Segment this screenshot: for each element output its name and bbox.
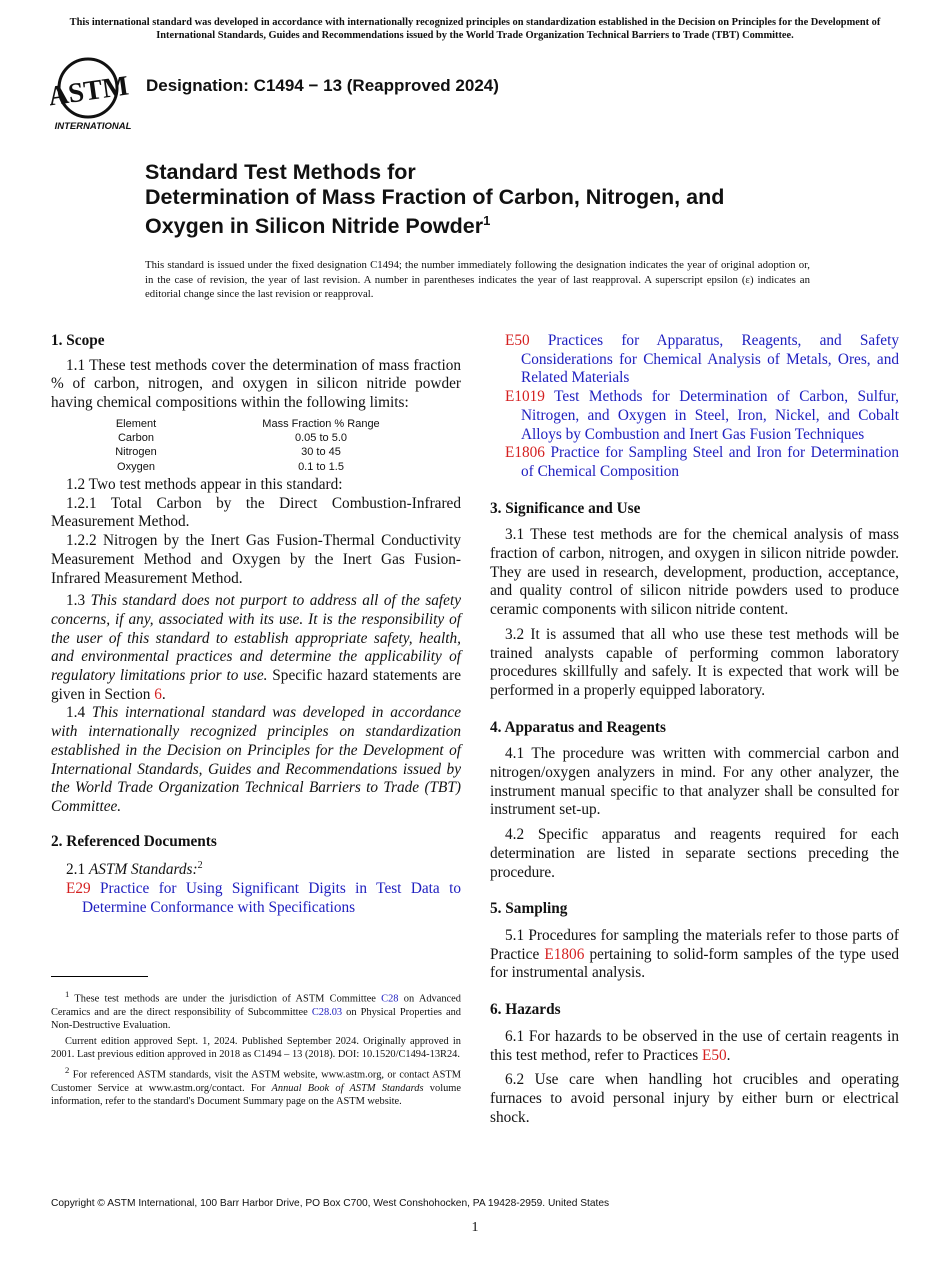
footnote-2-mark-bottom: 2 xyxy=(65,1064,70,1075)
e1806-link[interactable]: E1806 xyxy=(544,945,585,963)
para-1-3 xyxy=(51,592,461,704)
astm-standards-label: ASTM Standards: xyxy=(88,861,198,879)
designation: Designation: C1494 − 13 (Reapproved 2024) xyxy=(146,76,499,95)
table-cell: 0.05 to 5.0 xyxy=(295,432,347,445)
ref-e1806 xyxy=(490,444,899,481)
para-1-2-1: 1.2.1 Total Carbon by the Direct Combustion-Infrared Measurement Method. xyxy=(51,494,461,531)
para-5-1 xyxy=(490,927,899,983)
para-1-4-italic: This international standard was developed in accordance with internationally recognized principles on standardization established in the Decision on Principles for the Development of International Standards, Guides and Recommendations issued by the World Trade Organization Technical Barriers to Trade (TBT) Committee. xyxy=(51,704,461,815)
table-cell: Oxygen xyxy=(117,460,155,473)
para-6-1 xyxy=(490,1028,899,1065)
table-header-row xyxy=(81,417,451,431)
title-line-3-text: Oxygen in Silicon Nitride Powder xyxy=(145,214,484,239)
ref-title-link[interactable]: Practice for Sampling Steel and Iron for Determination of Chemical Composition xyxy=(521,444,899,480)
para-6-2: 6.2 Use care when handling hot crucibles and operating furnaces to avoid personal injury by either burn or electrical shock. xyxy=(490,1071,899,1126)
footnotes xyxy=(51,988,461,1111)
right-column xyxy=(490,332,899,1127)
composition-table xyxy=(81,417,451,474)
annual-book-title: Annual Book of ASTM Standards xyxy=(271,1082,424,1094)
section-3-heading: 3. Significance and Use xyxy=(490,499,641,517)
table-cell: Nitrogen xyxy=(115,446,157,459)
designation-intro: This standard is issued under the fixed designation C1494; the number immediately following the designation indicates the year of original adoption or, in the case of revision, the year of last revision. A number in parentheses indicates the year of last reapproval. A superscript epsilon (ε) indicates an editorial change since the last revision or reapproval. xyxy=(145,259,810,300)
ref-code-link[interactable]: E29 xyxy=(66,880,91,898)
section-5-heading: 5. Sampling xyxy=(490,900,568,918)
copyright: Copyright © ASTM International, 100 Barr Harbor Drive, PO Box C700, West Conshohocken, PA 19428-2959. United States xyxy=(51,1198,610,1209)
table-cell: Carbon xyxy=(117,432,155,445)
ref-code-link[interactable]: E50 xyxy=(505,332,530,349)
para-3-1: 3.1 These test methods are for the chemical analysis of mass fraction of carbon, nitrogen, and oxygen in silicon nitride powder. They are used in research, development, production, acceptance, and quality control of silicon nitride powders used to produce ceramic components with silicon nitride content. xyxy=(490,526,899,619)
footnote-1-text-a: These test methods are under the jurisdiction of ASTM Committee xyxy=(74,993,376,1005)
para-5-1-post: pertaining to solid-form samples of the type used for instrumental analysis. xyxy=(490,945,900,982)
title-line-3 xyxy=(145,209,865,239)
section-6-link[interactable]: 6 xyxy=(154,685,162,703)
logo-mark: ASTM xyxy=(50,70,131,113)
para-1-4-num: 1.4 xyxy=(66,704,86,722)
para-2-1-num: 2.1 xyxy=(66,861,86,879)
edition-note: Current edition approved Sept. 1, 2024. Published September 2024. Originally approved in 2001. Last previous edition approved in 2018 as C1494 – 13 (2018). DOI: 10.1520/C1494-13R24. xyxy=(51,1035,461,1061)
standards-notice: This international standard was developed in accordance with internationally recognized principles on standardization established in the Decision on Principles for the Development of International Standards, Guides and Recommendations issued by the World Trade Organization Technical Barriers to Trade (TBT) Committee. xyxy=(69,17,881,41)
footnote-2-text-a: For referenced ASTM standards, visit the ASTM website, www.astm.org, or contact ASTM Customer Service at www.astm.org/contact. For xyxy=(51,1069,461,1094)
title-line-2: Determination of Mass Fraction of Carbon, Nitrogen, and xyxy=(145,184,725,209)
title-footnote-mark[interactable]: 1 xyxy=(483,213,491,228)
footnote-2 xyxy=(51,1064,461,1109)
astm-logo xyxy=(50,54,138,134)
para-1-3-italic: This standard does not purport to address all of the safety concerns, if any, associated with its use. It is the responsibility of the user of this standard to establish appropriate safety, health, and environmental practices and determine the applicability of regulatory limitations prior to use. xyxy=(51,592,462,685)
para-3-2: 3.2 It is assumed that all who use these test methods will be trained analysts capable of performing common laboratory procedures skillfully and safely. It is expected that work will be performed in a properly equipped laboratory. xyxy=(490,625,899,699)
table-header-element: Element xyxy=(115,417,157,430)
table-row xyxy=(81,431,451,445)
footnote-2-mark[interactable]: 2 xyxy=(197,860,203,872)
para-6-1-pre: 6.1 For hazards to be observed in the use of certain reagents in this test method, refer to Practices xyxy=(490,1027,899,1064)
ref-e50 xyxy=(490,332,899,388)
ref-title-link[interactable]: Test Methods for Determination of Carbon, Sulfur, Nitrogen, and Oxygen in Steel, Iron, Nickel, and Cobalt Alloys by Combustion and Inert Gas Fusion Techniques xyxy=(521,388,899,443)
footnote-1-text-b: on Advanced Ceramics and are the direct responsibility of Subcommittee xyxy=(51,993,461,1018)
para-1-4 xyxy=(51,704,461,816)
footnote-1-text-c: on Physical Properties and Non-Destructive Evaluation. xyxy=(51,1006,462,1032)
section-4-heading: 4. Apparatus and Reagents xyxy=(490,718,666,736)
table-cell: 30 to 45 xyxy=(301,446,341,459)
page-number: 1 xyxy=(471,1220,479,1235)
title-line-1: Standard Test Methods for xyxy=(145,160,416,184)
ref-code-link[interactable]: E1806 xyxy=(505,444,545,462)
section-1-heading: 1. Scope xyxy=(51,332,105,349)
para-2-1 xyxy=(51,857,461,880)
section-2-heading: 2. Referenced Documents xyxy=(51,832,217,850)
page-title xyxy=(145,160,865,239)
para-1-3-tail: Specific hazard statements are given in Section xyxy=(51,667,461,703)
ref-e29 xyxy=(51,880,461,917)
ref-title-link[interactable]: Practice for Using Significant Digits in Test Data to Determine Conformance with Specifications xyxy=(82,880,461,916)
para-4-1: 4.1 The procedure was written with commercial carbon and nitrogen/oxygen analyzers in mind. For any other analyzer, the instrument manual specific to that analyzer shall be consulted for instrument set-up. xyxy=(490,745,899,819)
para-6-1-end: . xyxy=(726,1046,731,1064)
section-6-heading: 6. Hazards xyxy=(490,1001,561,1019)
logo-text: INTERNATIONAL xyxy=(54,121,132,132)
para-5-1-pre: 5.1 Procedures for sampling the materials refer to those parts of Practice xyxy=(490,926,899,963)
para-4-2: 4.2 Specific apparatus and reagents required for each determination are listed in separate sections preceding the procedure. xyxy=(490,826,899,881)
committee-c28-link[interactable]: C28 xyxy=(381,993,399,1005)
table-row xyxy=(81,445,451,459)
table-row xyxy=(81,460,451,474)
para-1-2: 1.2 Two test methods appear in this standard: xyxy=(66,476,343,493)
e50-link[interactable]: E50 xyxy=(701,1046,727,1064)
footnote-divider xyxy=(51,976,148,977)
ref-code-link[interactable]: E1019 xyxy=(505,388,545,406)
ref-e1019 xyxy=(490,388,899,444)
para-1-3-num: 1.3 xyxy=(66,592,86,610)
para-1-2-2: 1.2.2 Nitrogen by the Inert Gas Fusion-Thermal Conductivity Measurement Method and Oxygen by the Inert Gas Fusion-Infrared Measurement Method. xyxy=(51,532,461,587)
footnote-1-mark: 1 xyxy=(65,989,70,999)
footnote-2-text-b: volume information, refer to the standard's Document Summary page on the ASTM website. xyxy=(51,1082,461,1108)
table-header-range: Mass Fraction % Range xyxy=(262,417,380,430)
para-1-3-end: . xyxy=(161,685,166,703)
subcommittee-c28-03-link[interactable]: C28.03 xyxy=(311,1006,343,1018)
ref-title-link[interactable]: Practices for Apparatus, Reagents, and Safety Considerations for Chemical Analysis of Metals, Ores, and Related Materials xyxy=(521,332,899,387)
footnote-1 xyxy=(51,988,461,1033)
para-1-1: 1.1 These test methods cover the determination of mass fraction % of carbon, nitrogen, and oxygen in silicon nitride powder having chemical compositions within the following limits: xyxy=(51,356,461,412)
table-cell: 0.1 to 1.5 xyxy=(298,460,344,473)
left-column xyxy=(51,332,461,918)
